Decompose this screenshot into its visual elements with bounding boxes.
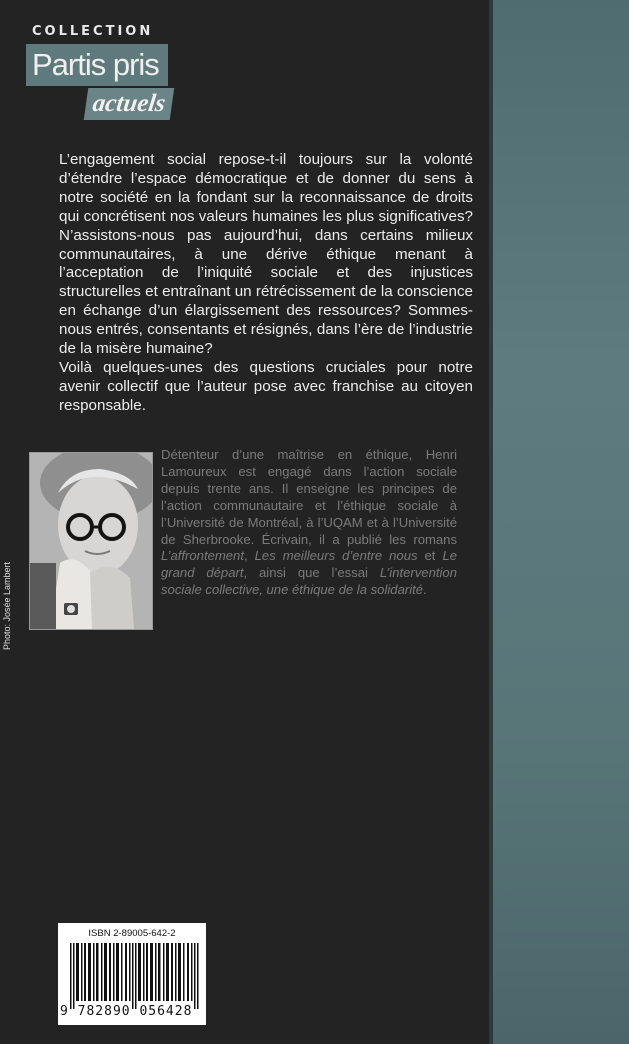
author-bio [161,447,457,599]
author-photo [29,452,153,630]
bio-separator: , [243,548,255,564]
logo-collection-label: COLLECTION [32,24,154,39]
description-paragraph-2: Voilà quelques-unes des questions cruciales pour notre avenir collectif que l’auteur pose avec franchise au citoyen responsable. [59,358,473,414]
photo-credit: Photo: Josée Lambert [2,561,12,650]
essay-title: L’intervention sociale collective, une éthique de la solidarité [161,565,457,598]
ean-number: 9 782890 056428 [60,1004,193,1019]
book-title: Les meilleurs d’entre nous [254,548,418,564]
book-description [59,151,473,416]
book-title: L’affrontement [161,548,244,564]
bio-separator: et [417,548,443,564]
author-portrait-image [30,453,152,629]
isbn-label: ISBN 2-89005-642-2 [88,928,176,939]
barcode-icon [70,943,200,1009]
logo-name: Partis pris [26,44,168,86]
bio-separator: , ainsi que l’essai [243,565,380,581]
logo-subtitle: actuels [84,88,174,120]
book-title: Le grand départ [161,548,458,581]
band-edge [489,0,493,1044]
bio-text: Détenteur d’une maîtrise en éthique, Henri Lamoureux est engagé dans l’action sociale depuis trente ans. Il enseigne les principes de l’action communautaire et l’éthique sociale à l’Université de Montréal, à l’UQAM et à l’Université de Sherbrooke. Écrivain, il a publié les romans [161,447,457,547]
description-paragraph-1: L’engagement social repose-t-il toujours sur la volonté d’étendre l’espace démocratique et de donner du sens à notre société en la fondant sur la reconnaissance de droits qui concrétisent nos valeurs humaines les plus significatives? N’assistons-nous pas aujourd’hui, dans certains milieux communautaires, à une dérive éthique menant à l’acceptation de l’iniquité sociale et des injustices structurelles et entraînant un rétrécissement de la conscience en échange d’un élargissement des ressources? Sommes-nous entrés, consentants et résignés, dans l’ère de l’industrie de la misère humaine? [59,151,473,358]
teal-side-band [492,0,629,1044]
bio-end: . [423,582,427,598]
collection-logo [26,24,186,124]
barcode-panel [58,923,206,1025]
